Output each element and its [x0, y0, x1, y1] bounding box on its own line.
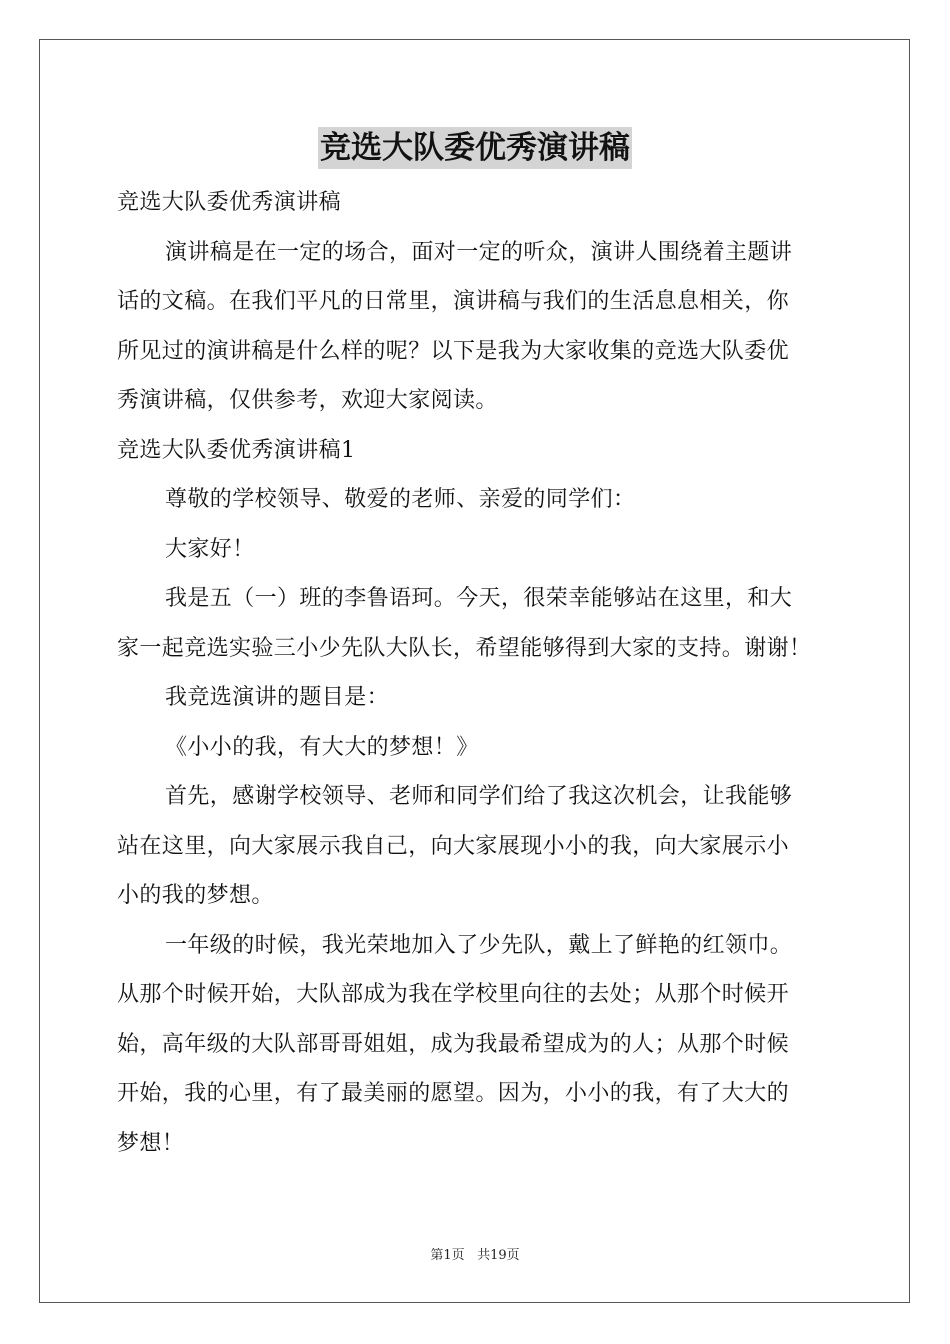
text-line: 一年级的时候，我光荣地加入了少先队，戴上了鲜艳的红领巾。	[165, 932, 793, 958]
text-line: 《小小的我，有大大的梦想！》	[165, 734, 479, 760]
title-container	[0, 127, 950, 169]
document-body	[117, 178, 839, 1168]
page-number: 第1页	[430, 1248, 465, 1263]
text-line: 梦想！	[117, 1130, 185, 1156]
text-line: 我是五（一）班的李鲁语珂。今天，很荣幸能够站在这里，和大	[165, 586, 793, 611]
text-line: 小的我的梦想。	[117, 883, 274, 908]
text-line: 站在这里，向大家展示我自己，向大家展现小小的我，向大家展示小	[117, 833, 790, 859]
text-line: 始，高年级的大队部哥哥姐姐，成为我最希望成为的人；从那个时候	[117, 1031, 790, 1057]
text-line: 家一起竞选实验三小少先队大队长，希望能够得到大家的支持。谢谢！	[117, 635, 812, 661]
text-line: 竞选大队委优秀演讲稿1	[117, 437, 356, 463]
page-total: 共19页	[477, 1248, 520, 1263]
text-line: 演讲稿是在一定的场合，面对一定的听众，演讲人围绕着主题讲	[165, 239, 793, 265]
text-line: 我竞选演讲的题目是：	[165, 685, 390, 710]
text-line: 从那个时候开始，大队部成为我在学校里向往的去处；从那个时候开	[117, 982, 790, 1007]
text-line: 秀演讲稿，仅供参考，欢迎大家阅读。	[117, 388, 498, 413]
text-line: 尊敬的学校领导、敬爱的老师、亲爱的同学们：	[165, 487, 636, 512]
text-line: 首先，感谢学校领导、老师和同学们给了我这次机会，让我能够	[165, 784, 793, 809]
text-line: 大家好！	[165, 536, 255, 562]
text-line: 竞选大队委优秀演讲稿	[117, 190, 342, 215]
text-line: 所见过的演讲稿是什么样的呢？以下是我为大家收集的竞选大队委优	[117, 338, 790, 364]
document-title: 竞选大队委优秀演讲稿	[318, 127, 632, 169]
text-line: 话的文稿。在我们平凡的日常里，演讲稿与我们的生活息息相关，你	[117, 289, 790, 314]
text-line: 开始，我的心里，有了最美丽的愿望。因为，小小的我，有了大大的	[117, 1081, 790, 1106]
page-footer	[0, 1247, 950, 1265]
